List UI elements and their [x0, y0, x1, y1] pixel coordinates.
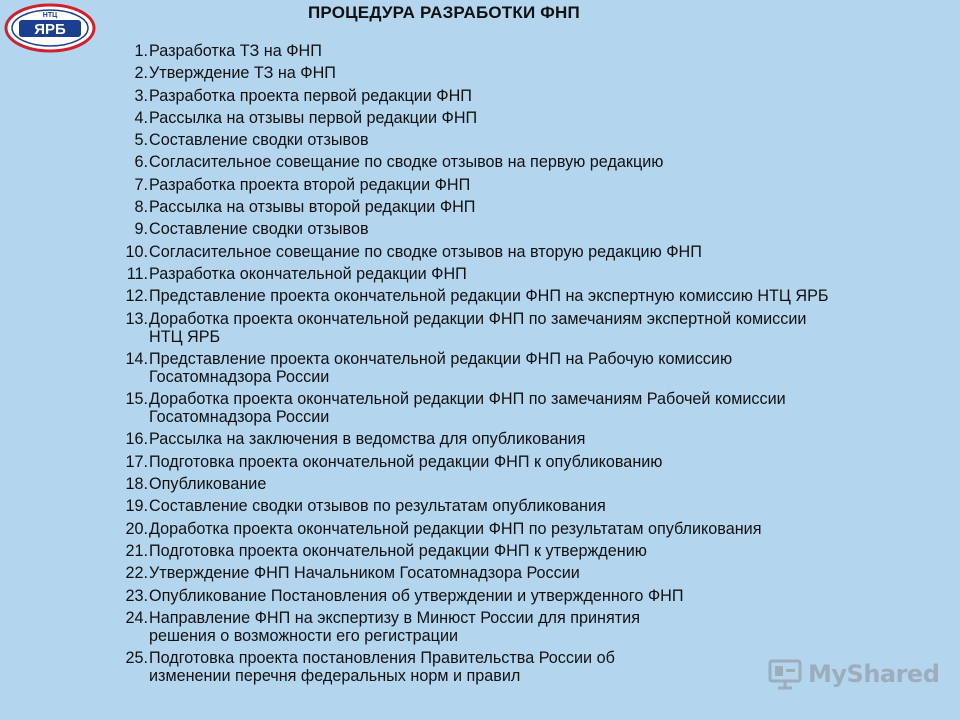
- list-item: [109, 587, 929, 605]
- list-item-number: 16.: [125, 430, 148, 449]
- list-item: [109, 176, 929, 194]
- list-item-line: Опубликование: [149, 475, 267, 494]
- list-item-number: 3.: [134, 86, 148, 105]
- list-item: [109, 390, 929, 426]
- list-item: [109, 520, 929, 538]
- list-item: [109, 87, 929, 105]
- list-item-line: Составление сводки отзывов: [149, 220, 369, 239]
- list-item-line: Подготовка проекта окончательной редакции ФНП к опубликованию: [149, 452, 663, 471]
- list-item-number: 18.: [125, 475, 148, 494]
- logo-small-text: НТЦ: [42, 12, 58, 19]
- list-item-line: Разработка окончательной редакции ФНП: [149, 264, 467, 283]
- list-item-line: Опубликование Постановления об утверждении и утвержденного ФНП: [149, 586, 684, 605]
- list-item-text: [148, 198, 475, 216]
- list-item-line: Рассылка на отзывы первой редакции ФНП: [149, 108, 478, 127]
- list-item-text: [148, 287, 829, 305]
- procedure-list: [109, 42, 929, 689]
- list-item-number: 9.: [134, 220, 148, 239]
- list-item-number: 4.: [134, 108, 148, 127]
- list-item-number: 5.: [134, 131, 148, 150]
- list-item-text: [148, 153, 663, 171]
- list-item-line: изменении перечня федеральных норм и правил: [149, 667, 521, 686]
- logo-main-text: ЯРБ: [34, 21, 66, 38]
- list-item-text: [148, 243, 702, 261]
- list-item-text: [148, 453, 662, 471]
- list-item-line: Составление сводки отзывов по результатам опубликования: [149, 497, 606, 516]
- list-item-number: 25.: [125, 649, 148, 668]
- list-item-line: Доработка проекта окончательной редакции ФНП по результатам опубликования: [149, 519, 762, 538]
- list-item: [109, 430, 929, 448]
- list-item: [109, 42, 929, 60]
- list-item-line: решения о возможности его регистрации: [149, 626, 459, 645]
- list-item-number: 22.: [125, 564, 148, 583]
- list-item-line: Подготовка проекта постановления Правительства России об: [149, 649, 615, 668]
- watermark-text: MyShared: [808, 660, 940, 688]
- list-item: [109, 243, 929, 261]
- list-item: [109, 109, 929, 127]
- list-item-number: 19.: [125, 497, 148, 516]
- list-item-number: 14.: [125, 349, 148, 368]
- list-item-number: 15.: [125, 390, 148, 409]
- page-title: ПРОЦЕДУРА РАЗРАБОТКИ ФНП: [308, 3, 580, 22]
- list-item-line: Подготовка проекта окончательной редакции ФНП к утверждению: [149, 541, 647, 560]
- list-item-line: Разработка проекта первой редакции ФНП: [149, 86, 472, 105]
- list-item-number: 1.: [134, 42, 148, 60]
- list-item-text: [148, 430, 585, 448]
- list-item-text: [148, 649, 615, 685]
- list-item-text: [148, 475, 266, 493]
- list-item: [109, 497, 929, 515]
- list-item: [109, 64, 929, 82]
- list-item-text: [148, 176, 470, 194]
- list-item: [109, 542, 929, 560]
- list-item-number: 13.: [125, 309, 148, 328]
- list-item-line: Доработка проекта окончательной редакции ФНП по замечаниям Рабочей комиссии: [149, 390, 786, 409]
- list-item-text: [148, 542, 647, 560]
- list-item-text: [148, 42, 322, 60]
- list-item: [109, 153, 929, 171]
- list-item-number: 24.: [125, 608, 148, 627]
- list-item-text: [148, 64, 336, 82]
- list-item-line: Разработка ТЗ на ФНП: [149, 42, 322, 60]
- list-item-number: 12.: [125, 287, 148, 306]
- list-item-text: [148, 390, 786, 426]
- list-item-line: Согласительное совещание по сводке отзывов на вторую редакцию ФНП: [149, 242, 702, 261]
- list-item-number: 11.: [126, 264, 148, 283]
- list-item-number: 7.: [134, 175, 148, 194]
- list-item: [109, 350, 929, 386]
- list-item-line: Доработка проекта окончательной редакции ФНП по замечаниям экспертной комиссии: [149, 309, 807, 328]
- list-item-text: [148, 587, 683, 605]
- list-item-line: Госатомнадзора России: [149, 367, 330, 386]
- watermark: [768, 656, 939, 692]
- list-item-line: Рассылка на отзывы второй редакции ФНП: [149, 198, 476, 217]
- list-item: [109, 564, 929, 582]
- list-item-line: Разработка проекта второй редакции ФНП: [149, 175, 471, 194]
- list-item-line: НТЦ ЯРБ: [149, 327, 221, 346]
- list-item-number: 23.: [125, 586, 148, 605]
- list-item-text: [148, 220, 369, 238]
- list-item: [109, 609, 929, 645]
- list-item-line: Госатомнадзора России: [149, 408, 330, 427]
- list-item-text: [148, 87, 472, 105]
- list-item-number: 10.: [125, 242, 148, 261]
- list-item: [109, 220, 929, 238]
- list-item-line: Утверждение ТЗ на ФНП: [149, 64, 336, 83]
- list-item-line: Представление проекта окончательной редакции ФНП на Рабочую комиссию: [149, 349, 733, 368]
- list-item-text: [148, 564, 580, 582]
- list-item: [109, 198, 929, 216]
- list-item: [109, 287, 929, 305]
- list-item-text: [148, 131, 369, 149]
- list-item-text: [148, 520, 761, 538]
- list-item: [109, 131, 929, 149]
- list-item-text: [148, 310, 806, 346]
- list-item-number: 6.: [134, 153, 148, 172]
- list-item-number: 17.: [125, 452, 148, 471]
- list-item-text: [148, 265, 467, 283]
- logo: [4, 3, 96, 53]
- list-item-line: Рассылка на заключения в ведомства для опубликования: [149, 430, 586, 449]
- list-item-number: 2.: [134, 64, 148, 83]
- list-item-text: [148, 609, 640, 645]
- list-item-line: Направление ФНП на экспертизу в Минюст России для принятия: [149, 608, 640, 627]
- list-item-text: [148, 497, 606, 515]
- list-item-text: [148, 109, 477, 127]
- list-item-line: Составление сводки отзывов: [149, 131, 369, 150]
- list-item: [109, 310, 929, 346]
- list-item-text: [148, 350, 732, 386]
- list-item-line: Согласительное совещание по сводке отзывов на первую редакцию: [149, 153, 664, 172]
- list-item-number: 20.: [125, 519, 148, 538]
- presentation-icon: [768, 657, 802, 691]
- list-item-line: Утверждение ФНП Начальником Госатомнадзора России: [149, 564, 580, 583]
- list-item-line: Представление проекта окончательной редакции ФНП на экспертную комиссию НТЦ ЯРБ: [149, 287, 829, 306]
- list-item-number: 8.: [134, 198, 148, 217]
- list-item: [109, 475, 929, 493]
- list-item: [109, 453, 929, 471]
- list-item-number: 21.: [125, 541, 148, 560]
- list-item: [109, 265, 929, 283]
